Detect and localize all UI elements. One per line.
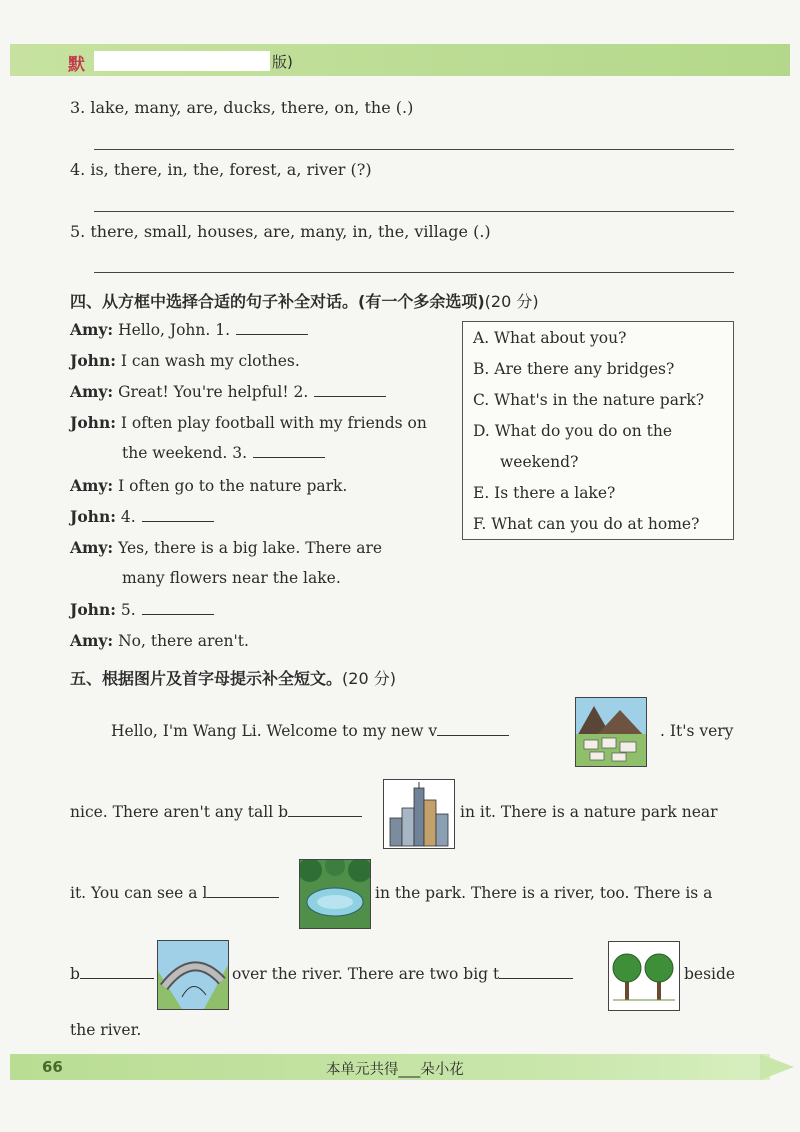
header-redaction	[94, 51, 270, 71]
dialogue-line	[122, 444, 325, 462]
speaker-name: John:	[70, 351, 116, 370]
option-item: B. Are there any bridges?	[473, 360, 675, 378]
passage-line-1	[111, 722, 509, 740]
section-4-title	[70, 289, 539, 312]
footer-flower-count: 本单元共得___朵小花	[326, 1062, 464, 1078]
blank-buildings[interactable]	[288, 815, 362, 817]
speaker-name: John:	[70, 507, 116, 526]
speaker-name: Amy:	[70, 476, 114, 495]
speaker-name: John:	[70, 600, 116, 619]
answer-blank[interactable]	[142, 613, 214, 615]
answer-line-4[interactable]	[94, 211, 734, 212]
passage-line-4-mid	[232, 965, 573, 983]
page-number: 66	[42, 1058, 63, 1076]
dialogue-text: Hello, John. 1.	[118, 321, 231, 339]
answer-blank[interactable]	[236, 333, 308, 335]
option-item: weekend?	[500, 453, 579, 471]
passage-text: b	[70, 965, 80, 983]
dialogue-line	[70, 382, 386, 401]
header-title-end: 版)	[272, 53, 293, 71]
dialogue-line	[70, 320, 308, 339]
speaker-name: Amy:	[70, 631, 114, 650]
reorder-item-3: 3. lake, many, are, ducks, there, on, the (.)	[70, 98, 414, 117]
section-4-score: (20 分)	[484, 292, 539, 311]
dialogue-text: 5.	[120, 601, 136, 619]
passage-text: it. You can see a l	[70, 884, 208, 902]
dialogue-text: No, there aren't.	[118, 632, 249, 650]
dialogue-line	[70, 476, 347, 495]
dialogue-text: I often go to the nature park.	[118, 477, 348, 495]
passage-line-3	[70, 884, 279, 902]
passage-text: Hello, I'm Wang Li. Welcome to my new v	[111, 722, 438, 740]
header-title-start: 默	[68, 55, 85, 75]
dialogue-text: the weekend. 3.	[122, 444, 248, 462]
option-item: D. What do you do on the	[473, 422, 673, 440]
dialogue-text: Great! You're helpful! 2.	[118, 383, 309, 401]
speaker-name: Amy:	[70, 538, 114, 557]
speaker-name: John:	[70, 413, 116, 432]
lake-icon	[299, 859, 371, 929]
dialogue-line	[70, 600, 214, 619]
dialogue-line	[122, 569, 341, 587]
dialogue-line	[70, 538, 382, 557]
dialogue-line	[70, 631, 249, 650]
option-item: A. What about you?	[473, 329, 627, 347]
option-item: C. What's in the nature park?	[473, 391, 705, 409]
section-5-score: (20 分)	[342, 669, 396, 688]
dialogue-text: Yes, there is a big lake. There are	[118, 539, 383, 557]
blank-bridge[interactable]	[80, 977, 154, 979]
passage-line-1-end: . It's very	[660, 722, 734, 740]
answer-blank[interactable]	[314, 395, 386, 397]
passage-line-5: the river.	[70, 1021, 142, 1039]
answer-line-5[interactable]	[94, 272, 734, 273]
option-item: F. What can you do at home?	[473, 515, 700, 533]
section-5-title-text: 五、根据图片及首字母提示补全短文。	[70, 669, 343, 688]
blank-lake[interactable]	[207, 896, 279, 898]
trees-icon	[608, 941, 680, 1011]
passage-line-2	[70, 803, 362, 821]
speaker-name: Amy:	[70, 382, 114, 401]
dialogue-text: many flowers near the lake.	[122, 569, 341, 587]
passage-line-4	[70, 965, 154, 983]
reorder-item-4: 4. is, there, in, the, forest, a, river (?)	[70, 160, 372, 179]
dialogue-line	[70, 413, 427, 432]
section-5-title	[70, 666, 396, 689]
bridge-icon	[157, 940, 229, 1010]
answer-blank[interactable]	[253, 456, 325, 458]
dialogue-line	[70, 507, 214, 526]
buildings-icon	[383, 779, 455, 849]
answer-line-3[interactable]	[94, 149, 734, 150]
dialogue-text: I often play football with my friends on	[120, 414, 427, 432]
village-icon	[575, 697, 647, 767]
answer-blank[interactable]	[142, 520, 214, 522]
option-item: E. Is there a lake?	[473, 484, 616, 502]
speaker-name: Amy:	[70, 320, 114, 339]
blank-village[interactable]	[437, 734, 509, 736]
dialogue-line	[70, 351, 300, 370]
dialogue-text: 4.	[120, 508, 136, 526]
passage-line-2-end: in it. There is a nature park near	[460, 803, 718, 821]
passage-line-4-end: beside	[684, 965, 736, 983]
dialogue-text: I can wash my clothes.	[120, 352, 300, 370]
passage-text: over the river. There are two big t	[232, 965, 500, 983]
passage-line-3-end: in the park. There is a river, too. There is a	[375, 884, 713, 902]
blank-trees[interactable]	[499, 977, 573, 979]
section-4-title-text: 四、从方框中选择合适的句子补全对话。(有一个多余选项)	[70, 292, 485, 311]
footer-arrow	[760, 1054, 794, 1080]
options-box	[462, 321, 734, 540]
reorder-item-5: 5. there, small, houses, are, many, in, the, village (.)	[70, 222, 491, 241]
passage-text: nice. There aren't any tall b	[70, 803, 289, 821]
